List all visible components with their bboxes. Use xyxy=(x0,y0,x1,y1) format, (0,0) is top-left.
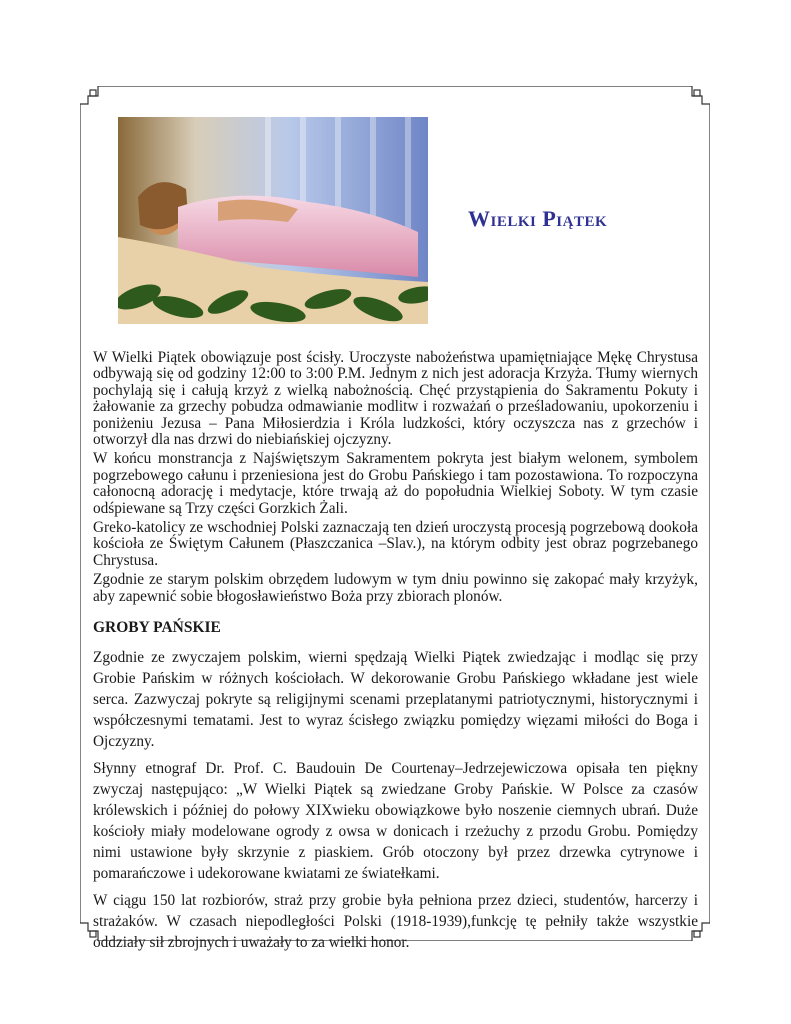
article-body xyxy=(93,350,698,959)
section-paragraph: W ciągu 150 lat rozbiorów, straż przy grobie była pełniona przez dzieci, studentów, harcerzy i strażaków. W czasach niepodległości Polski (1918-1939),funkcję tę pełniły także wszystkie oddziały sił zbrojnych i uważały to za wielki honor. xyxy=(93,892,698,952)
section-heading: GROBY PAŃSKIE xyxy=(93,619,221,637)
page-title: Wielki Piątek xyxy=(468,206,608,231)
intro-paragraph: W Wielki Piątek obowiązuje post ścisły. Uroczyste nabożeństwa upamiętniające Mękę Chrystusa odbywają się od godziny 12:00 to 3:00 P.M. Jednym z nich jest adoracja Krzyża. Tłumy wiernych pochylają się i całują krzyż z wielką nabożnością. Chęć przystąpienia do Sakramentu Pokuty i żałowanie za grzechy pobudza odmawianie modlitw i rozważań o prześladowaniu, upokorzeniu i poniżeniu Jezusa – Pana Miłosierdzia i Króla ludzkości, który oczyszcza nas z grzechów i otworzył dla nas drzwi do niebiańskiej ojczyzny. xyxy=(93,349,698,449)
reclining-christ-image xyxy=(118,117,428,324)
intro-paragraph: W końcu monstrancja z Najświętszym Sakramentem pokryta jest białym welonem, symbolem pogrzebowego całunu i przeniesiona jest do Grobu Pańskiego i tam pozostawiona. To rozpoczyna całonocną adorację i medytacje, które trwają aż do popołudnia Wielkiej Soboty. W tym czasie odśpiewane są Trzy części Gorzkich Żali. xyxy=(93,450,698,517)
intro-paragraph: Greko-katolicy ze wschodniej Polski zaznaczają ten dzień uroczystą procesją pogrzebową dookoła kościoła ze Świętym Całunem (Płaszczanica –Slav.), na którym odbity jest obraz pogrzebanego Chrystusa. xyxy=(93,519,698,569)
intro-paragraph: Zgodnie ze starym polskim obrzędem ludowym w tym dniu powinno się zakopać mały krzyżyk, aby zapewnić sobie błogosławieństwo Boża przy zbiorach plonów. xyxy=(93,571,698,605)
section-paragraph: Słynny etnograf Dr. Prof. C. Baudouin De Courtenay–Jedrzejewiczowa opisała ten piękny zwyczaj następująco: „W Wielki Piątek są zwiedzane Groby Pańskie. W Polsce za czasów królewskich i później do połowy XIXwieku obowiązkowe było noszenie ciemnych ubrań. Duże kościoły miały modelowane ogrody z owsa w donicach i rzeżuchy z przodu Grobu. Pomiędzy nimi ustawione były skrzynie z piaskiem. Grób otoczony był przez drzewka cytrynowe i pomarańczowe i udekorowane kwiatami ze światełkami. xyxy=(93,760,698,883)
section-paragraph: Zgodnie ze zwyczajem polskim, wierni spędzają Wielki Piątek zwiedzając i modląc się przy Grobie Pańskim w różnych kościołach. W dekorowanie Grobu Pańskiego wkładane jest wiele serca. Zazwyczaj pokryte są religijnymi scenami przeplatanymi patriotycznymi, historycznymi i współczesnymi tematami. Jest to wyraz ścisłego związku pomiędzy więzami miłości do Boga i Ojczyzny. xyxy=(93,649,698,751)
